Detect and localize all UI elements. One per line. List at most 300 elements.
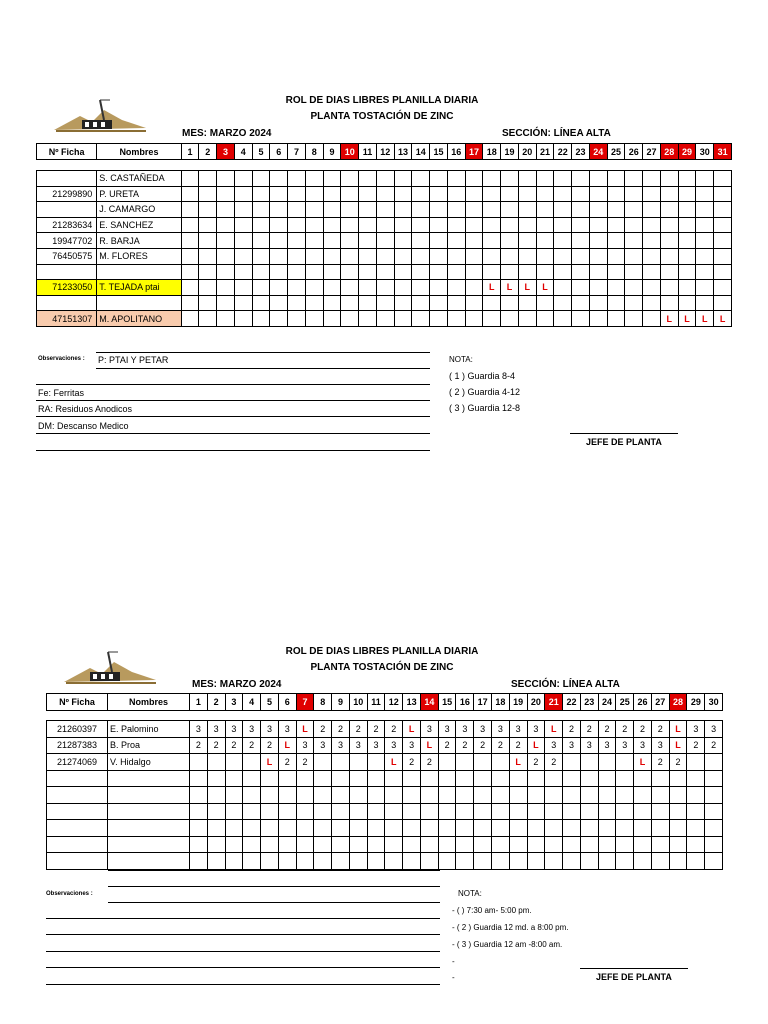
- day-cell: [714, 171, 732, 187]
- day-cell: [385, 770, 403, 787]
- day-cell: [474, 754, 492, 771]
- day-cell: [616, 787, 634, 804]
- day-cell: 3: [278, 721, 296, 738]
- employee-name: J. CAMARGO: [97, 202, 181, 218]
- day-cell: [199, 295, 217, 311]
- day-cell: [438, 770, 456, 787]
- day-cell: [545, 836, 563, 853]
- nota-item-3: ( 3 ) Guardia 12-8: [449, 403, 521, 413]
- day-cell: 2: [651, 754, 669, 771]
- day-cell: L: [420, 737, 438, 754]
- jefe-signature-label: JEFE DE PLANTA: [586, 437, 662, 447]
- day-header-31: 31: [714, 144, 732, 160]
- day-cell: [625, 264, 643, 280]
- day-cell: [430, 186, 448, 202]
- day-cell: [332, 754, 350, 771]
- employee-name: M. FLORES: [97, 248, 181, 264]
- employee-name: P. URETA: [97, 186, 181, 202]
- day-cell: 3: [403, 737, 421, 754]
- day-header-23: 23: [572, 144, 590, 160]
- day-cell: [261, 853, 279, 870]
- day-cell: [438, 803, 456, 820]
- col-header-nombres: Nombres: [97, 144, 181, 160]
- day-cell: [376, 311, 394, 327]
- day-cell: [367, 754, 385, 771]
- day-cell: L: [536, 280, 554, 296]
- day-cell: [217, 248, 235, 264]
- day-cell: [270, 186, 288, 202]
- day-cell: [367, 836, 385, 853]
- day-cell: [314, 820, 332, 837]
- day-cell: [518, 202, 536, 218]
- day-cell: [359, 233, 377, 249]
- day-cell: [536, 311, 554, 327]
- day-cell: [572, 202, 590, 218]
- day-cell: [305, 217, 323, 233]
- day-cell: [554, 217, 572, 233]
- day-cell: [278, 803, 296, 820]
- day-cell: [625, 217, 643, 233]
- day-cell: [305, 248, 323, 264]
- day-header-9: 9: [332, 694, 350, 711]
- day-cell: [447, 311, 465, 327]
- day-cell: [509, 803, 527, 820]
- day-cell: [261, 803, 279, 820]
- day-cell: 2: [527, 754, 545, 771]
- day-cell: [696, 233, 714, 249]
- day-cell: [278, 853, 296, 870]
- table-row: [47, 754, 723, 771]
- day-cell: [420, 787, 438, 804]
- day-cell: [438, 836, 456, 853]
- day-cell: [225, 754, 243, 771]
- day-cell: [474, 836, 492, 853]
- day-cell: [589, 311, 607, 327]
- day-cell: [447, 264, 465, 280]
- day-cell: [234, 311, 252, 327]
- day-cell: [447, 280, 465, 296]
- day-cell: [314, 803, 332, 820]
- day-cell: [270, 264, 288, 280]
- day-cell: [572, 171, 590, 187]
- day-cell: [270, 202, 288, 218]
- day-cell: [207, 836, 225, 853]
- table-row: [47, 853, 723, 870]
- day-cell: [305, 186, 323, 202]
- day-cell: [580, 787, 598, 804]
- employee-name: S. CASTAÑEDA: [97, 171, 181, 187]
- day-cell: [234, 202, 252, 218]
- day-cell: [359, 186, 377, 202]
- day-cell: [420, 770, 438, 787]
- day-cell: [234, 186, 252, 202]
- day-cell: [527, 820, 545, 837]
- day-cell: [714, 280, 732, 296]
- day-cell: [403, 836, 421, 853]
- day-cell: [252, 217, 270, 233]
- day-cell: [660, 248, 678, 264]
- employee-name: [108, 803, 190, 820]
- day-cell: [527, 853, 545, 870]
- day-cell: 2: [492, 737, 510, 754]
- day-cell: [483, 217, 501, 233]
- day-cell: 3: [243, 721, 261, 738]
- day-cell: 3: [314, 737, 332, 754]
- table-row: [37, 217, 732, 233]
- day-cell: [190, 754, 208, 771]
- day-cell: [580, 853, 598, 870]
- employee-ficha: [37, 202, 97, 218]
- day-cell: [589, 248, 607, 264]
- day-cell: 2: [190, 737, 208, 754]
- table-row: [47, 836, 723, 853]
- day-cell: 2: [296, 754, 314, 771]
- day-cell: [474, 803, 492, 820]
- day-cell: [447, 248, 465, 264]
- day-cell: [394, 295, 412, 311]
- day-header-25: 25: [607, 144, 625, 160]
- day-cell: [270, 280, 288, 296]
- day-cell: [376, 202, 394, 218]
- day-cell: 3: [225, 721, 243, 738]
- day-cell: 3: [634, 737, 652, 754]
- table-row: [37, 202, 732, 218]
- day-cell: [341, 311, 359, 327]
- day-cell: [536, 202, 554, 218]
- day-cell: 3: [207, 721, 225, 738]
- day-header-15: 15: [438, 694, 456, 711]
- day-cell: L: [669, 721, 687, 738]
- day-cell: [332, 836, 350, 853]
- table-row: [47, 770, 723, 787]
- day-cell: [607, 202, 625, 218]
- day-cell: [678, 280, 696, 296]
- table-row: [47, 787, 723, 804]
- obs-line-5: DM: Descanso Medico: [38, 421, 129, 431]
- day-cell: [199, 171, 217, 187]
- day-header-13: 13: [394, 144, 412, 160]
- employee-name: R. BARJA: [97, 233, 181, 249]
- day-cell: [376, 264, 394, 280]
- day-cell: [598, 853, 616, 870]
- month-label-2: MES: MARZO 2024: [192, 679, 282, 690]
- day-cell: [243, 853, 261, 870]
- employee-ficha: [37, 171, 97, 187]
- day-cell: [634, 853, 652, 870]
- day-cell: [660, 186, 678, 202]
- day-cell: L: [261, 754, 279, 771]
- day-cell: [181, 171, 199, 187]
- employee-ficha: [47, 836, 108, 853]
- day-cell: [483, 264, 501, 280]
- day-cell: [687, 754, 705, 771]
- table-row: [37, 295, 732, 311]
- day-cell: 2: [420, 754, 438, 771]
- day-cell: [492, 853, 510, 870]
- day-cell: [332, 803, 350, 820]
- table-row: [47, 820, 723, 837]
- day-cell: [394, 248, 412, 264]
- day-cell: [589, 217, 607, 233]
- day-cell: [598, 787, 616, 804]
- employee-name: [108, 836, 190, 853]
- day-cell: 2: [634, 721, 652, 738]
- day-cell: 3: [616, 737, 634, 754]
- employee-name: V. Hidalgo: [108, 754, 190, 771]
- day-cell: [563, 770, 581, 787]
- day-cell: [217, 233, 235, 249]
- day-header-7: 7: [288, 144, 306, 160]
- day-cell: [616, 770, 634, 787]
- day-cell: [634, 787, 652, 804]
- day-cell: [332, 770, 350, 787]
- nota-label-2: NOTA:: [458, 889, 482, 898]
- day-cell: L: [678, 311, 696, 327]
- employee-ficha: [37, 264, 97, 280]
- day-cell: [669, 787, 687, 804]
- day-cell: [527, 803, 545, 820]
- day-cell: [705, 853, 723, 870]
- day-cell: 2: [545, 754, 563, 771]
- day-cell: [288, 171, 306, 187]
- day-header-12: 12: [376, 144, 394, 160]
- day-cell: [474, 770, 492, 787]
- day-cell: [563, 787, 581, 804]
- employee-ficha: 21283634: [37, 217, 97, 233]
- day-cell: [252, 186, 270, 202]
- day-cell: 2: [474, 737, 492, 754]
- day-cell: [696, 186, 714, 202]
- day-cell: [643, 202, 661, 218]
- day-cell: [705, 787, 723, 804]
- day-cell: 2: [225, 737, 243, 754]
- day-header-20: 20: [527, 694, 545, 711]
- day-cell: [501, 202, 519, 218]
- day-cell: [332, 787, 350, 804]
- day-cell: [207, 803, 225, 820]
- employee-name: M. APOLITANO: [97, 311, 181, 327]
- day-cell: [669, 770, 687, 787]
- employee-ficha: [47, 770, 108, 787]
- day-cell: [359, 202, 377, 218]
- day-cell: [225, 770, 243, 787]
- page-title: ROL DE DIAS LIBRES PLANILLA DIARIA: [285, 95, 479, 106]
- day-cell: [509, 853, 527, 870]
- day-header-21: 21: [545, 694, 563, 711]
- day-cell: [430, 264, 448, 280]
- day-cell: [705, 820, 723, 837]
- day-cell: [456, 770, 474, 787]
- day-cell: [243, 754, 261, 771]
- day-cell: [447, 202, 465, 218]
- day-cell: [438, 820, 456, 837]
- day-cell: [483, 295, 501, 311]
- day-cell: [181, 264, 199, 280]
- section-label-2: SECCIÓN: LÍNEA ALTA: [511, 679, 620, 690]
- day-cell: [296, 803, 314, 820]
- spacer-row: [47, 711, 723, 721]
- day-cell: [456, 787, 474, 804]
- obs-line-3: Fe: Ferritas: [38, 388, 85, 398]
- day-cell: [412, 233, 430, 249]
- day-cell: [607, 248, 625, 264]
- day-cell: [323, 171, 341, 187]
- employee-name: [108, 853, 190, 870]
- day-cell: [252, 233, 270, 249]
- day-cell: [217, 280, 235, 296]
- month-label: MES: MARZO 2024: [182, 128, 272, 139]
- day-cell: 3: [651, 737, 669, 754]
- day-cell: [403, 803, 421, 820]
- day-cell: [252, 280, 270, 296]
- day-header-24: 24: [598, 694, 616, 711]
- day-cell: [252, 295, 270, 311]
- day-cell: [199, 217, 217, 233]
- day-cell: [696, 280, 714, 296]
- day-cell: [563, 820, 581, 837]
- day-cell: L: [509, 754, 527, 771]
- day-cell: [430, 171, 448, 187]
- day-cell: [714, 202, 732, 218]
- day-cell: [207, 853, 225, 870]
- day-cell: [607, 171, 625, 187]
- day-cell: 3: [687, 721, 705, 738]
- day-cell: [349, 787, 367, 804]
- day-cell: [465, 248, 483, 264]
- day-header-4: 4: [243, 694, 261, 711]
- day-cell: [234, 233, 252, 249]
- day-cell: [190, 787, 208, 804]
- day-cell: 2: [563, 721, 581, 738]
- day-cell: [181, 280, 199, 296]
- day-header-17: 17: [474, 694, 492, 711]
- day-cell: [199, 264, 217, 280]
- day-cell: [359, 311, 377, 327]
- day-cell: [296, 820, 314, 837]
- day-header-5: 5: [252, 144, 270, 160]
- day-cell: [598, 820, 616, 837]
- day-cell: [483, 171, 501, 187]
- day-cell: 2: [243, 737, 261, 754]
- day-cell: [341, 202, 359, 218]
- day-cell: [349, 820, 367, 837]
- day-cell: [359, 264, 377, 280]
- day-cell: [207, 754, 225, 771]
- day-cell: 2: [207, 737, 225, 754]
- day-cell: [217, 311, 235, 327]
- day-cell: 3: [474, 721, 492, 738]
- day-cell: [465, 186, 483, 202]
- day-cell: [323, 202, 341, 218]
- day-cell: [323, 311, 341, 327]
- day-cell: [376, 295, 394, 311]
- nota-item-2: ( 2 ) Guardia 4-12: [449, 387, 521, 397]
- day-header-27: 27: [643, 144, 661, 160]
- day-cell: [545, 820, 563, 837]
- day-cell: [554, 186, 572, 202]
- day-cell: 3: [367, 737, 385, 754]
- employee-ficha: [47, 853, 108, 870]
- day-cell: [536, 186, 554, 202]
- day-cell: [660, 280, 678, 296]
- day-cell: [536, 217, 554, 233]
- day-cell: [412, 202, 430, 218]
- day-header-30: 30: [705, 694, 723, 711]
- day-cell: [483, 311, 501, 327]
- employee-ficha: 21287383: [47, 737, 108, 754]
- day-header-9: 9: [323, 144, 341, 160]
- day-cell: [367, 770, 385, 787]
- day-cell: [447, 295, 465, 311]
- day-cell: [430, 311, 448, 327]
- day-cell: [288, 186, 306, 202]
- day-cell: [359, 248, 377, 264]
- day-cell: [305, 295, 323, 311]
- day-cell: [412, 186, 430, 202]
- day-cell: 2: [687, 737, 705, 754]
- day-cell: [456, 853, 474, 870]
- day-cell: [420, 820, 438, 837]
- day-cell: [554, 202, 572, 218]
- day-cell: [616, 853, 634, 870]
- day-cell: [288, 233, 306, 249]
- day-cell: L: [545, 721, 563, 738]
- day-cell: [341, 264, 359, 280]
- day-cell: [625, 248, 643, 264]
- day-cell: [447, 217, 465, 233]
- day-cell: [447, 233, 465, 249]
- page-subtitle: PLANTA TOSTACIÓN DE ZINC: [310, 111, 454, 122]
- day-cell: [270, 248, 288, 264]
- day-header-2: 2: [207, 694, 225, 711]
- day-cell: [270, 233, 288, 249]
- day-cell: [714, 264, 732, 280]
- day-cell: [217, 295, 235, 311]
- day-cell: [234, 171, 252, 187]
- day-cell: [456, 820, 474, 837]
- day-cell: [367, 787, 385, 804]
- day-header-7: 7: [296, 694, 314, 711]
- day-cell: [589, 280, 607, 296]
- day-cell: [607, 186, 625, 202]
- day-cell: L: [278, 737, 296, 754]
- employee-name: T. TEJADA ptai: [97, 280, 181, 296]
- day-cell: 2: [332, 721, 350, 738]
- day-cell: [634, 836, 652, 853]
- day-header-22: 22: [563, 694, 581, 711]
- day-cell: [625, 280, 643, 296]
- day-cell: [572, 295, 590, 311]
- day-cell: [456, 836, 474, 853]
- day-cell: [199, 186, 217, 202]
- employee-ficha: 21299890: [37, 186, 97, 202]
- day-cell: [607, 264, 625, 280]
- nota-label: NOTA:: [449, 355, 473, 364]
- day-cell: [278, 836, 296, 853]
- schedule-table: [36, 143, 732, 327]
- employee-name: [108, 770, 190, 787]
- day-cell: L: [669, 737, 687, 754]
- day-cell: [305, 264, 323, 280]
- day-cell: L: [634, 754, 652, 771]
- day-cell: [288, 295, 306, 311]
- day-cell: [589, 264, 607, 280]
- day-cell: [288, 280, 306, 296]
- day-cell: [207, 820, 225, 837]
- day-cell: [660, 171, 678, 187]
- day-cell: [394, 233, 412, 249]
- day-cell: [252, 248, 270, 264]
